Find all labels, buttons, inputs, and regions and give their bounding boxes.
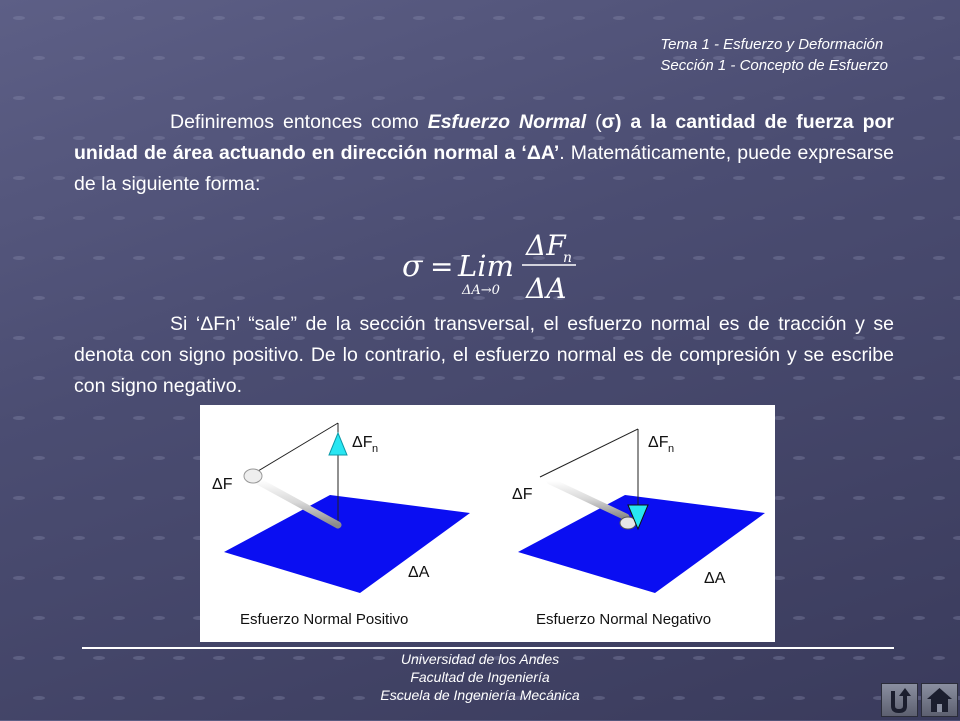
background-dot	[613, 16, 625, 20]
background-dot	[213, 96, 225, 100]
background-dot	[53, 176, 65, 180]
definition-bold: σ) a la cantidad de fuerza por unidad de área actuando en dirección normal a ‘ΔA’	[74, 111, 894, 164]
background-dot	[793, 456, 805, 460]
background-dot	[833, 536, 845, 540]
background-dot	[73, 216, 85, 220]
background-dot	[913, 456, 925, 460]
background-dot	[933, 576, 945, 580]
background-dot	[653, 96, 665, 100]
footer-divider	[82, 647, 894, 649]
background-dot	[133, 576, 145, 580]
background-dot	[13, 16, 25, 20]
background-dot	[253, 96, 265, 100]
background-dot	[613, 96, 625, 100]
background-dot	[293, 256, 305, 260]
background-dot	[113, 216, 125, 220]
background-dot	[473, 56, 485, 60]
background-dot	[913, 56, 925, 60]
eq-lim: Lim	[458, 249, 515, 283]
label-area-left: ΔA	[408, 564, 430, 581]
background-dot	[373, 256, 385, 260]
label-normal-force-sub-left: n	[372, 443, 379, 455]
label-force-right: ΔF	[512, 486, 533, 503]
definition-text-2: (	[586, 111, 602, 133]
background-dot	[773, 256, 785, 260]
background-dot	[33, 296, 45, 300]
slide-header	[660, 34, 888, 76]
background-dot	[33, 56, 45, 60]
background-dot	[953, 296, 960, 300]
background-dot	[433, 216, 445, 220]
eq-numerator-subscript: n	[563, 250, 573, 266]
background-dot	[933, 96, 945, 100]
background-dot	[33, 216, 45, 220]
background-dot	[893, 576, 905, 580]
background-dot	[153, 216, 165, 220]
background-dot	[893, 336, 905, 340]
background-dot	[593, 216, 605, 220]
background-dot	[793, 616, 805, 620]
home-button[interactable]	[921, 683, 958, 717]
background-dot	[813, 96, 825, 100]
home-icon	[922, 684, 957, 716]
background-dot	[153, 536, 165, 540]
background-dot	[893, 256, 905, 260]
label-normal-force-sub-right: n	[668, 443, 675, 455]
background-dot	[393, 56, 405, 60]
background-dot	[433, 56, 445, 60]
label-force-left: ΔF	[212, 476, 233, 493]
background-dot	[193, 296, 205, 300]
header-topic: Tema 1 - Esfuerzo y Deformación	[660, 36, 884, 53]
background-dot	[493, 16, 505, 20]
background-dot	[93, 576, 105, 580]
background-dot	[153, 456, 165, 460]
background-dot	[913, 376, 925, 380]
background-dot	[333, 96, 345, 100]
definition-paragraph	[74, 107, 894, 200]
background-dot	[113, 56, 125, 60]
background-dot	[873, 456, 885, 460]
background-dot	[33, 376, 45, 380]
background-dot	[333, 256, 345, 260]
background-dot	[913, 136, 925, 140]
background-dot	[93, 16, 105, 20]
background-dot	[953, 56, 960, 60]
background-dot	[33, 136, 45, 140]
background-dot	[33, 536, 45, 540]
background-dot	[853, 576, 865, 580]
background-dot	[593, 56, 605, 60]
background-dot	[173, 416, 185, 420]
background-dot	[233, 56, 245, 60]
background-dot	[273, 56, 285, 60]
background-dot	[873, 536, 885, 540]
background-dot	[853, 416, 865, 420]
background-dot	[913, 616, 925, 620]
caption-negative: Esfuerzo Normal Negativo	[536, 611, 712, 628]
background-dot	[313, 216, 325, 220]
background-dot	[93, 416, 105, 420]
background-dot	[893, 496, 905, 500]
background-dot	[173, 16, 185, 20]
background-dot	[513, 216, 525, 220]
background-dot	[573, 96, 585, 100]
background-dot	[833, 216, 845, 220]
background-dot	[813, 16, 825, 20]
background-dot	[213, 256, 225, 260]
background-dot	[453, 96, 465, 100]
background-dot	[873, 216, 885, 220]
background-dot	[553, 216, 565, 220]
background-dot	[953, 376, 960, 380]
background-dot	[193, 56, 205, 60]
background-dot	[113, 536, 125, 540]
label-area-right: ΔA	[704, 570, 726, 587]
background-dot	[873, 296, 885, 300]
background-dot	[933, 256, 945, 260]
background-dot	[53, 16, 65, 20]
caption-positive: Esfuerzo Normal Positivo	[240, 611, 409, 628]
background-dot	[13, 176, 25, 180]
background-dot	[633, 296, 645, 300]
background-dot	[333, 16, 345, 20]
term-normal-stress: Esfuerzo Normal	[427, 111, 587, 133]
background-dot	[73, 296, 85, 300]
background-dot	[53, 416, 65, 420]
background-dot	[893, 176, 905, 180]
background-dot	[153, 296, 165, 300]
background-dot	[253, 256, 265, 260]
background-dot	[953, 456, 960, 460]
background-dot	[313, 56, 325, 60]
background-dot	[93, 496, 105, 500]
background-dot	[913, 216, 925, 220]
return-arrow-icon	[882, 684, 917, 716]
background-dot	[393, 216, 405, 220]
background-dot	[693, 96, 705, 100]
background-dot	[693, 16, 705, 20]
background-dot	[893, 96, 905, 100]
background-dot	[173, 496, 185, 500]
background-dot	[33, 456, 45, 460]
background-dot	[173, 96, 185, 100]
force-vector-head-left	[244, 469, 262, 483]
background-dot	[933, 176, 945, 180]
background-dot	[13, 496, 25, 500]
footer-faculty: Facultad de Ingeniería	[410, 669, 550, 685]
background-dot	[553, 56, 565, 60]
background-dot	[533, 16, 545, 20]
background-dot	[853, 496, 865, 500]
background-dot	[893, 16, 905, 20]
background-dot	[953, 216, 960, 220]
background-dot	[533, 96, 545, 100]
background-dot	[153, 56, 165, 60]
background-dot	[913, 536, 925, 540]
background-dot	[793, 296, 805, 300]
background-dot	[933, 496, 945, 500]
background-dot	[933, 336, 945, 340]
footer-school: Escuela de Ingeniería Mecánica	[380, 687, 580, 703]
background-dot	[313, 296, 325, 300]
background-dot	[53, 496, 65, 500]
sign-convention-text: Si ‘ΔFn’ “sale” de la sección transversal, el esfuerzo normal es de tracción y se denota con signo positivo. De lo contrario, el esfuerzo normal es de compresión y se escribe con signo negativo.	[74, 313, 894, 397]
background-dot	[513, 56, 525, 60]
background-dot	[253, 16, 265, 20]
eq-limit-subscript: ΔA→0	[462, 283, 500, 298]
background-dot	[133, 16, 145, 20]
background-dot	[53, 576, 65, 580]
background-dot	[453, 16, 465, 20]
background-dot	[933, 16, 945, 20]
background-dot	[353, 216, 365, 220]
background-dot	[933, 416, 945, 420]
background-dot	[853, 96, 865, 100]
background-dot	[833, 616, 845, 620]
background-dot	[73, 616, 85, 620]
background-dot	[813, 496, 825, 500]
background-dot	[33, 616, 45, 620]
background-dot	[113, 616, 125, 620]
header-section: Sección 1 - Concepto de Esfuerzo	[660, 57, 888, 74]
background-dot	[133, 416, 145, 420]
background-dot	[693, 256, 705, 260]
background-dot	[13, 576, 25, 580]
background-dot	[833, 296, 845, 300]
eq-equals: =	[430, 250, 454, 283]
background-dot	[713, 296, 725, 300]
normal-stress-figure	[200, 405, 775, 642]
background-dot	[613, 256, 625, 260]
background-dot	[953, 616, 960, 620]
background-dot	[73, 536, 85, 540]
background-dot	[873, 616, 885, 620]
footer-university: Universidad de los Andes	[400, 651, 560, 667]
definition-text-3: . Matemáticamente, puede expresarse de la siguiente forma:	[74, 142, 895, 195]
label-normal-force-left: ΔF	[352, 434, 373, 451]
background-dot	[673, 296, 685, 300]
background-dot	[173, 576, 185, 580]
background-dot	[13, 336, 25, 340]
background-dot	[13, 96, 25, 100]
background-dot	[73, 56, 85, 60]
background-dot	[473, 216, 485, 220]
background-dot	[273, 296, 285, 300]
background-dot	[813, 576, 825, 580]
background-dot	[133, 96, 145, 100]
background-dot	[573, 16, 585, 20]
background-dot	[93, 256, 105, 260]
background-dot	[413, 16, 425, 20]
background-dot	[813, 416, 825, 420]
background-dot	[193, 216, 205, 220]
background-dot	[793, 216, 805, 220]
background-dot	[53, 256, 65, 260]
background-dot	[853, 16, 865, 20]
background-dot	[733, 96, 745, 100]
definition-text-1: Definiremos entonces como	[170, 111, 428, 133]
eq-sigma: σ	[402, 249, 423, 284]
sign-convention-paragraph	[74, 309, 894, 402]
eq-numerator: ΔF	[526, 229, 566, 262]
background-dot	[953, 536, 960, 540]
background-dot	[913, 296, 925, 300]
background-dot	[773, 16, 785, 20]
background-dot	[893, 416, 905, 420]
eq-denominator: ΔA	[526, 272, 567, 304]
background-dot	[293, 96, 305, 100]
background-dot	[93, 96, 105, 100]
background-dot	[13, 256, 25, 260]
background-dot	[753, 216, 765, 220]
slide-footer	[0, 650, 960, 704]
background-dot	[733, 256, 745, 260]
background-dot	[793, 536, 805, 540]
background-dot	[653, 16, 665, 20]
background-dot	[753, 296, 765, 300]
background-dot	[353, 296, 365, 300]
background-dot	[733, 16, 745, 20]
normal-stress-equation	[400, 222, 600, 304]
background-dot	[173, 256, 185, 260]
background-dot	[713, 216, 725, 220]
background-dot	[53, 96, 65, 100]
background-dot	[653, 256, 665, 260]
background-dot	[813, 256, 825, 260]
background-dot	[53, 336, 65, 340]
background-dot	[293, 16, 305, 20]
background-dot	[633, 216, 645, 220]
background-dot	[953, 136, 960, 140]
background-dot	[633, 56, 645, 60]
background-dot	[373, 16, 385, 20]
back-button[interactable]	[881, 683, 918, 717]
background-dot	[833, 456, 845, 460]
background-dot	[373, 96, 385, 100]
background-dot	[233, 216, 245, 220]
background-dot	[113, 456, 125, 460]
background-dot	[353, 56, 365, 60]
background-dot	[113, 296, 125, 300]
background-dot	[133, 256, 145, 260]
background-dot	[73, 456, 85, 460]
background-dot	[213, 16, 225, 20]
background-dot	[233, 296, 245, 300]
background-dot	[133, 496, 145, 500]
background-dot	[853, 256, 865, 260]
background-dot	[773, 96, 785, 100]
background-dot	[493, 96, 505, 100]
background-dot	[673, 216, 685, 220]
label-normal-force-right: ΔF	[648, 434, 669, 451]
background-dot	[13, 416, 25, 420]
background-dot	[273, 216, 285, 220]
background-dot	[413, 96, 425, 100]
background-dot	[153, 616, 165, 620]
